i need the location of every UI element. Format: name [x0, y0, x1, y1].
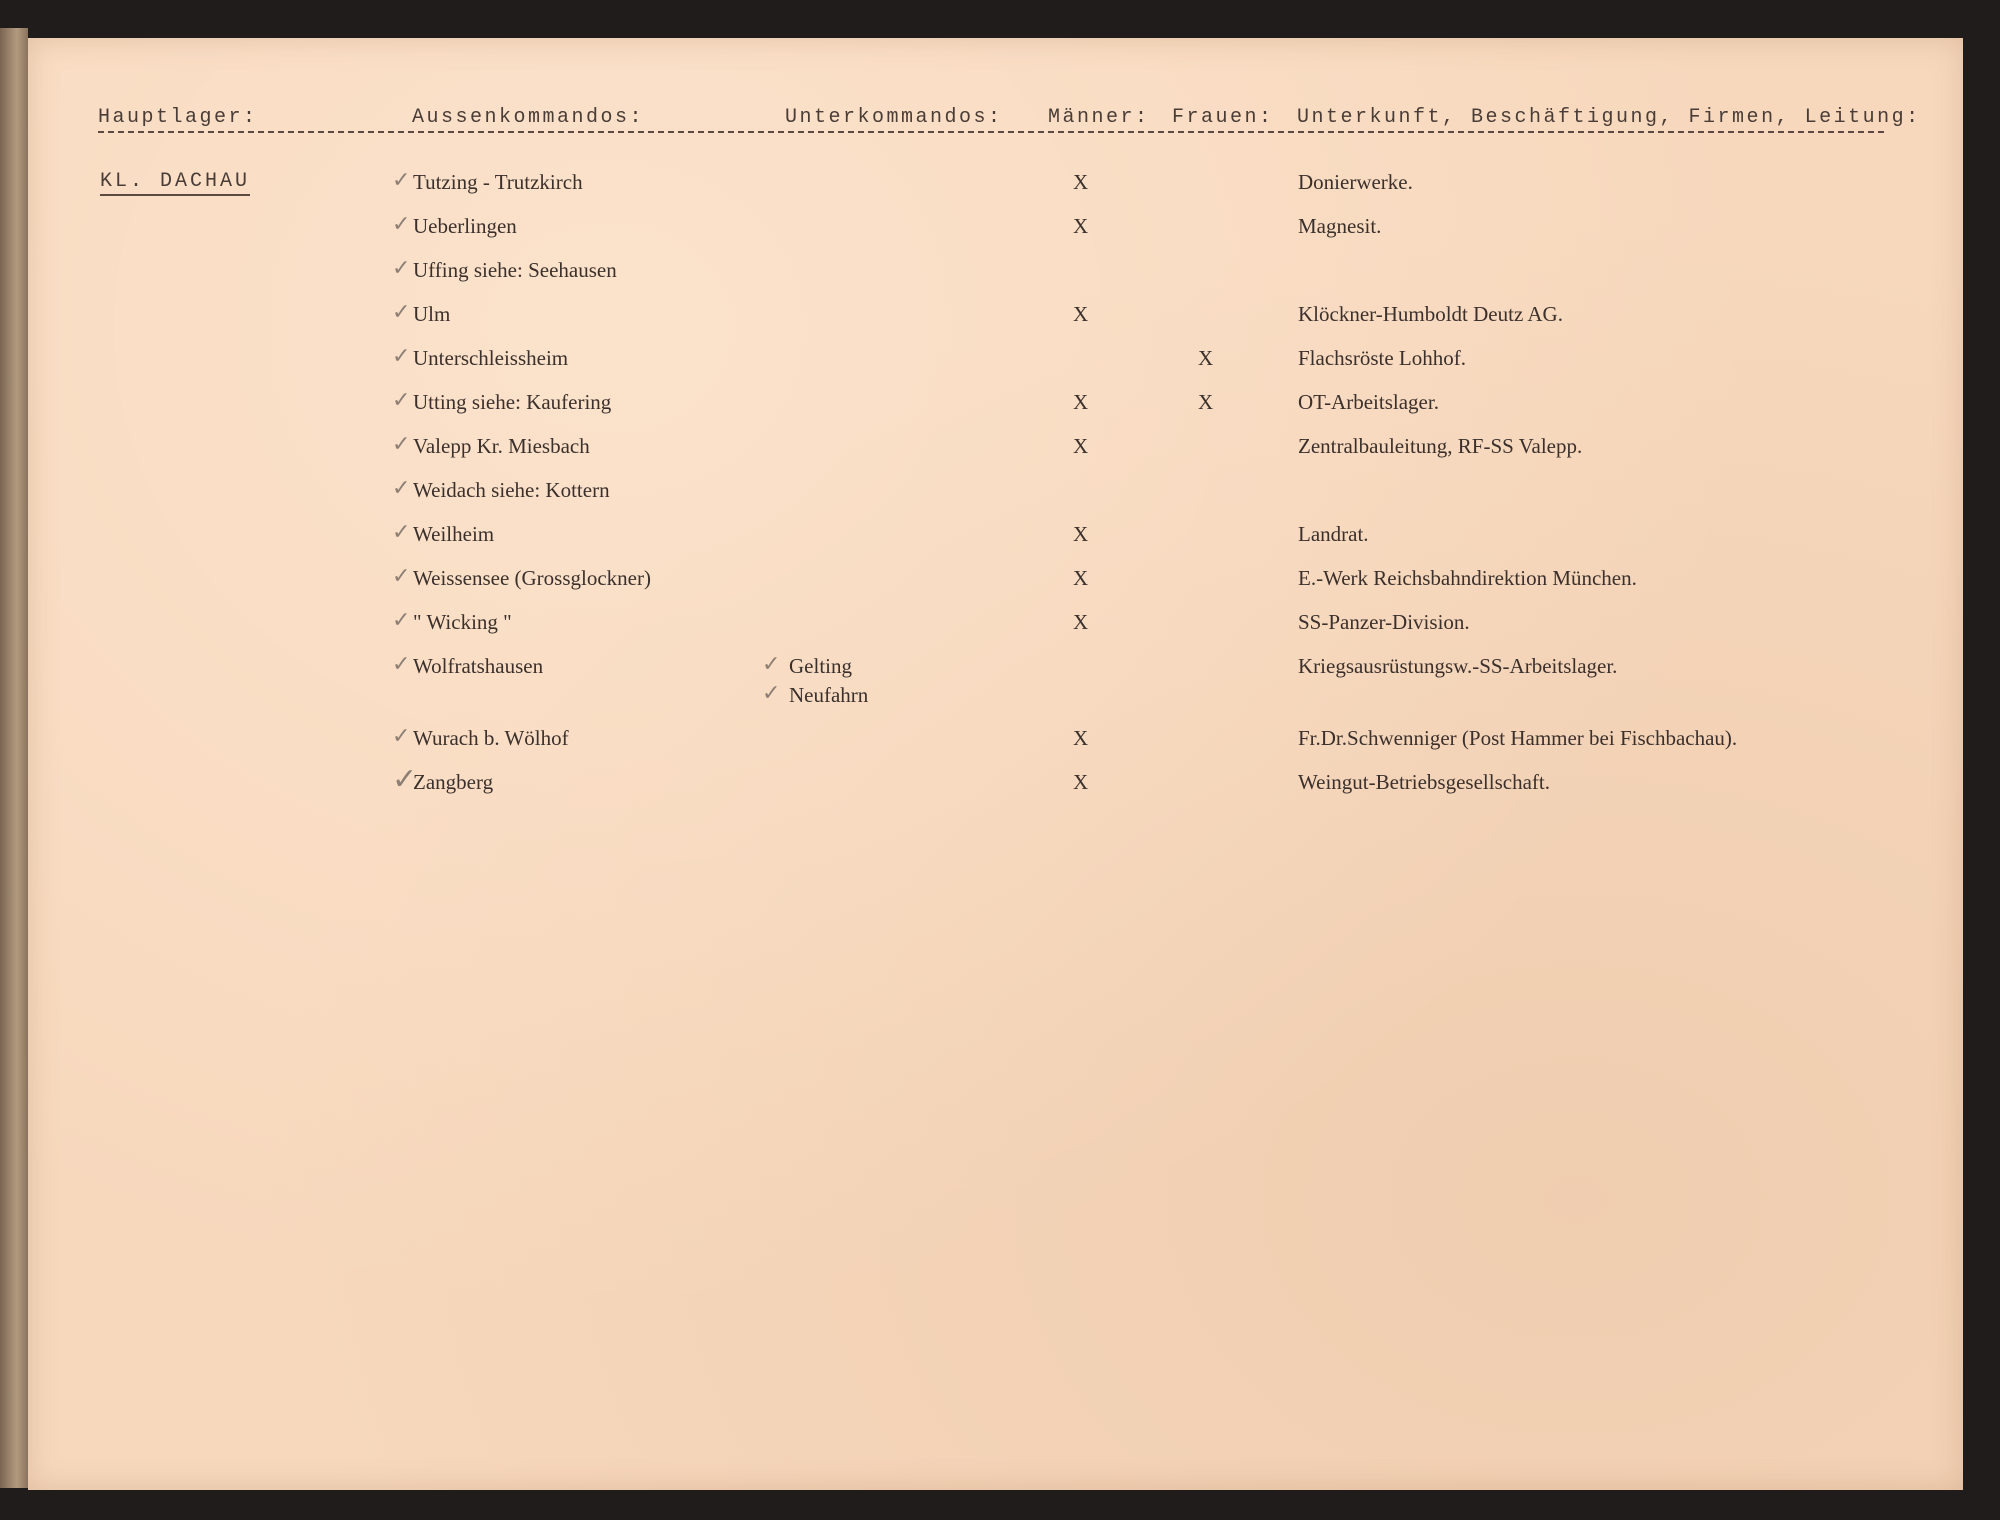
sub-camp-name: Utting siehe: Kaufering: [413, 390, 612, 414]
details-text: Landrat.: [1298, 522, 1369, 546]
details-text: Weingut-Betriebsgesellschaft.: [1298, 770, 1550, 794]
header-main-camp: Hauptlager:: [98, 106, 258, 129]
table-row: [0, 170, 2000, 200]
details-text: Kriegsausrüstungsw.-SS-Arbeitslager.: [1298, 654, 1618, 678]
men-mark: X: [1073, 726, 1089, 750]
sub-camp-name: Unterschleissheim: [413, 346, 569, 370]
sub-camp-name: Uffing siehe: Seehausen: [413, 258, 617, 282]
sub-camp-name: Wolfratshausen: [413, 654, 544, 678]
table-row: [0, 434, 2000, 464]
sub-camp-name: Weidach siehe: Kottern: [413, 478, 610, 502]
check-mark-icon: ✓: [392, 168, 411, 193]
check-mark-icon: ✓: [392, 762, 418, 797]
women-mark: X: [1198, 390, 1214, 414]
check-mark-icon: ✓: [392, 564, 411, 589]
women-mark: X: [1198, 346, 1214, 370]
check-mark-icon: ✓: [762, 681, 781, 706]
check-mark-icon: ✓: [392, 300, 411, 325]
sub-camp-name: Ueberlingen: [413, 214, 517, 238]
sub-camp-name: Weissensee (Grossglockner): [413, 566, 651, 590]
men-mark: X: [1073, 434, 1089, 458]
table-row: [0, 214, 2000, 244]
details-text: Donierwerke.: [1298, 170, 1413, 194]
header-men: Männer:: [1048, 106, 1150, 129]
sub-camp-name: Ulm: [413, 302, 451, 326]
sub-camp-name: " Wicking ": [413, 610, 512, 634]
details-text: OT-Arbeitslager.: [1298, 390, 1439, 414]
men-mark: X: [1073, 214, 1089, 238]
details-text: Fr.Dr.Schwenniger (Post Hammer bei Fischbachau).: [1298, 726, 1738, 750]
table-row: [0, 478, 2000, 508]
men-mark: X: [1073, 390, 1089, 414]
header-sub-camps: Aussenkommandos:: [412, 106, 645, 129]
header-women: Frauen:: [1172, 106, 1274, 129]
sub-camp-name: Valepp Kr. Miesbach: [413, 434, 590, 458]
men-mark: X: [1073, 522, 1089, 546]
details-text: Klöckner-Humboldt Deutz AG.: [1298, 302, 1563, 326]
check-mark-icon: ✓: [392, 520, 411, 545]
check-mark-icon: ✓: [392, 724, 411, 749]
header-rule: [98, 131, 1884, 133]
table-row: [0, 762, 2000, 800]
header-sub-units: Unterkommandos:: [785, 106, 1003, 129]
sub-unit-name: Neufahrn: [789, 683, 869, 707]
table-row: [0, 390, 2000, 420]
table-row: [0, 346, 2000, 376]
check-mark-icon: ✓: [762, 652, 781, 677]
sub-unit-name: Gelting: [789, 654, 852, 678]
table-row: [0, 610, 2000, 640]
sub-camp-name: Tutzing - Trutzkirch: [413, 170, 583, 194]
document-page: [28, 38, 1963, 1490]
check-mark-icon: ✓: [392, 652, 411, 677]
men-mark: X: [1073, 170, 1089, 194]
check-mark-icon: ✓: [392, 212, 411, 237]
check-mark-icon: ✓: [392, 608, 411, 633]
table-row: [0, 302, 2000, 332]
main-camp-name: KL. DACHAU: [100, 170, 250, 196]
details-text: SS-Panzer-Division.: [1298, 610, 1470, 634]
details-text: Flachsröste Lohhof.: [1298, 346, 1466, 370]
table-row: [0, 652, 2000, 707]
sub-camp-name: Wurach b. Wölhof: [413, 726, 569, 750]
check-mark-icon: ✓: [392, 256, 411, 281]
men-mark: X: [1073, 610, 1089, 634]
sub-camp-name: Zangberg: [413, 770, 494, 794]
book-spine: [0, 28, 28, 1488]
check-mark-icon: ✓: [392, 476, 411, 501]
table-row: [0, 522, 2000, 552]
men-mark: X: [1073, 566, 1089, 590]
details-text: Magnesit.: [1298, 214, 1382, 238]
check-mark-icon: ✓: [392, 432, 411, 457]
header-details: Unterkunft, Beschäftigung, Firmen, Leitung:: [1297, 106, 1921, 129]
table-row: [0, 726, 2000, 756]
details-text: Zentralbauleitung, RF-SS Valepp.: [1298, 434, 1583, 458]
details-text: E.-Werk Reichsbahndirektion München.: [1298, 566, 1637, 590]
men-mark: X: [1073, 770, 1089, 794]
table-row: [0, 566, 2000, 596]
sub-camp-name: Weilheim: [413, 522, 495, 546]
men-mark: X: [1073, 302, 1089, 326]
check-mark-icon: ✓: [392, 388, 411, 413]
check-mark-icon: ✓: [392, 344, 411, 369]
table-row: [0, 258, 2000, 288]
